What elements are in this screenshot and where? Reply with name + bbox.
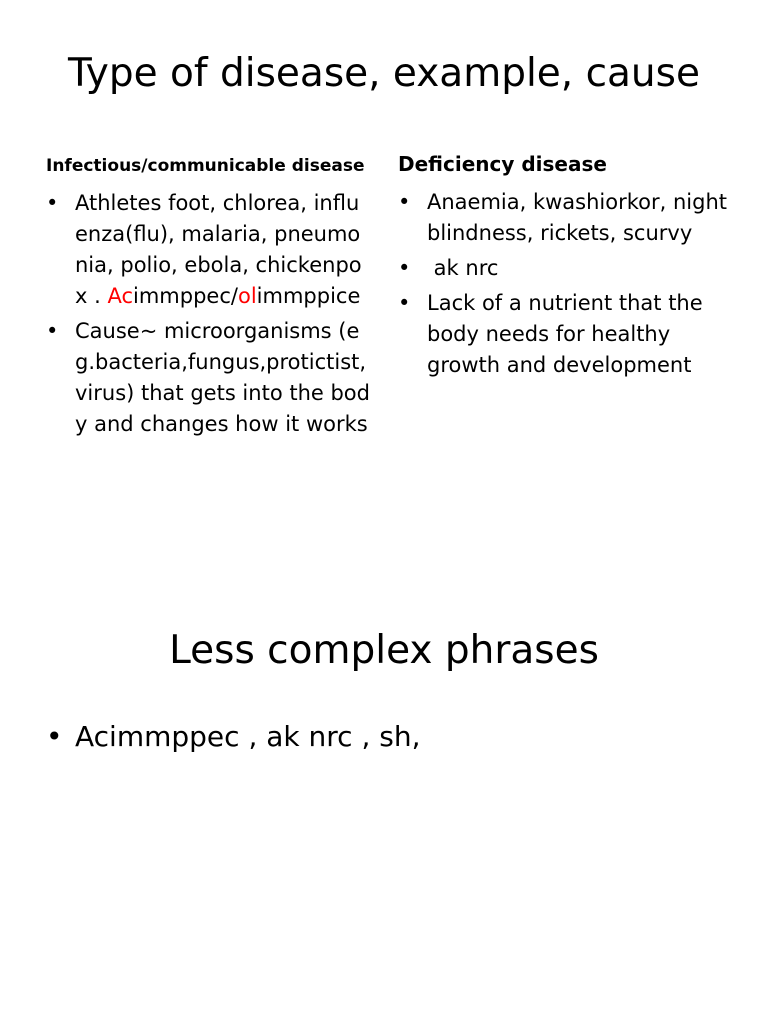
column-heading: Deficiency disease bbox=[398, 152, 607, 176]
list-item bbox=[398, 253, 738, 284]
deficiency-disease-column bbox=[398, 149, 738, 381]
bullet-icon: • bbox=[398, 291, 411, 315]
bullet-icon: • bbox=[398, 190, 411, 214]
slide-2 bbox=[0, 512, 768, 1024]
bullet-list bbox=[46, 188, 371, 440]
list-item bbox=[398, 288, 738, 381]
bullet-icon: • bbox=[46, 191, 59, 215]
examples-text: Athletes foot, chlorea, influenza(flu), malaria, pneumonia, polio, ebola, chickenpox . bbox=[75, 191, 362, 308]
list-item-text: Lack of a nutrient that the body needs for healthy growth and development bbox=[427, 291, 703, 377]
list-item bbox=[46, 316, 371, 440]
highlight-text: Ac bbox=[107, 284, 134, 308]
slide-title: Less complex phrases bbox=[169, 628, 599, 673]
bullet-icon: • bbox=[398, 256, 411, 280]
examples-text-continued: immppec/ bbox=[133, 284, 238, 308]
bullet-icon: • bbox=[46, 319, 59, 343]
bullet-list bbox=[398, 187, 738, 381]
bullet-list bbox=[46, 717, 736, 757]
list-item bbox=[46, 188, 371, 312]
cause-text: Cause~ microorganisms (eg.bacteria,fungus,protictist,virus) that gets into the body and changes how it works bbox=[75, 319, 370, 436]
highlight-text: ol bbox=[237, 284, 257, 308]
column-heading: Infectious/communicable disease bbox=[46, 156, 365, 176]
slide-title: Type of disease, example, cause bbox=[68, 51, 700, 96]
infectious-disease-column bbox=[46, 152, 371, 440]
list-item bbox=[398, 187, 738, 249]
examples-text-end: immppice bbox=[256, 284, 361, 308]
list-item-text: ak nrc bbox=[427, 256, 499, 280]
list-item bbox=[46, 717, 736, 757]
list-item-text: Acimmppec , ak nrc , sh, bbox=[75, 720, 421, 753]
bullet-icon: • bbox=[46, 720, 63, 753]
list-item-text: Anaemia, kwashiorkor, night blindness, rickets, scurvy bbox=[427, 190, 728, 245]
